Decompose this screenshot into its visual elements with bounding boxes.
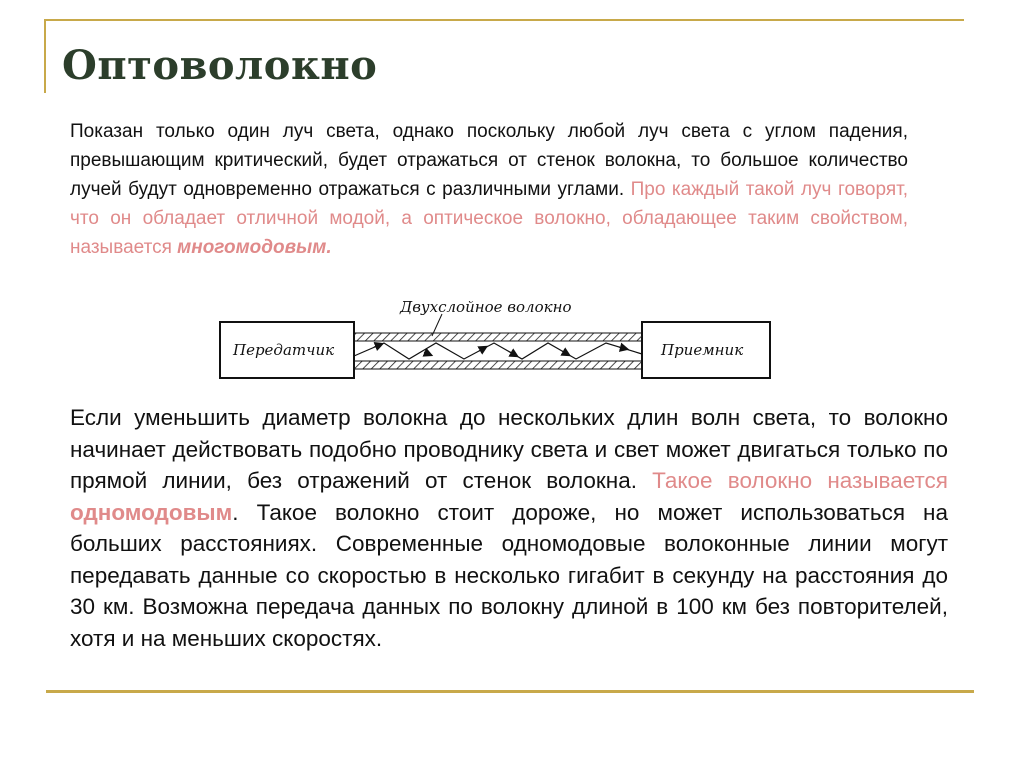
slide-title: Оптоволокно [62,42,378,89]
transmitter-label: Передатчик [233,341,335,359]
frame-bottom-line [46,690,974,693]
light-ray [354,343,642,359]
term-singlemode: одномодовым [70,499,233,525]
term-multimode: многомодовым. [177,237,332,258]
paragraph-singlemode-continuation: . Такое волокно стоит дороже, но может использоваться на больших расстояниях. Современные одномодовые волоконные линии могут передавать данные со скоростью в несколько гигабит в секунду на расстояния до 30 км. Возможна передача данных по волокну длиной в 100 км без повторителей, хотя и на меньших скоростях. [70,499,948,651]
paragraph-multimode-highlight: Про каждый такой луч говорят, что он обладает отличной модой, а оптическое волокно, обладающее таким свойством, называется [70,179,908,258]
frame-left-line [44,19,46,93]
paragraph-multimode [70,117,908,262]
fiber-diagram [214,288,794,394]
paragraph-singlemode-text: Если уменьшить диаметр волокна до нескольких длин волн света, то волокно начинает действовать подобно проводнику света и свет может двигаться только по прямой линии, без отражений от стенок волокна. [70,405,948,493]
paragraph-multimode-text: Показан только один луч света, однако поскольку любой луч света с углом падения, превышающим критический, будет отражаться от стенок волокна, то большое количество лучей будут одновременно отражаться с различными углами. [70,121,908,200]
fiber-label: Двухслойное волокно [400,298,572,316]
frame-top-line [44,19,964,21]
paragraph-singlemode-highlight: Такое волокно называется [652,468,948,493]
receiver-label: Приемник [661,341,744,359]
paragraph-singlemode [70,402,948,654]
